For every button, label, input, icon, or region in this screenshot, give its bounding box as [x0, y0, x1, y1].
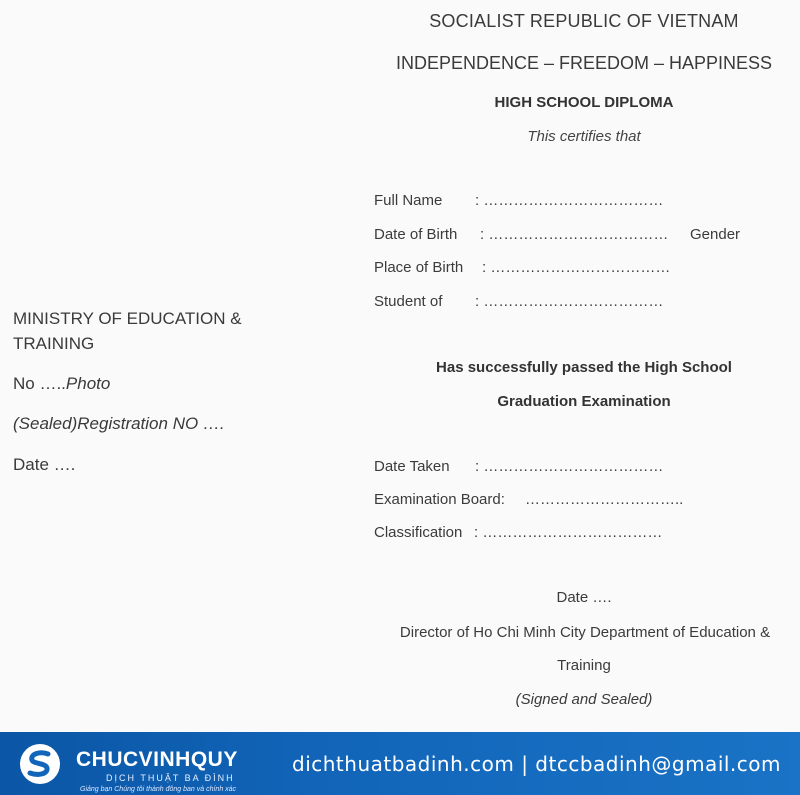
brand-name: CHUCVINHQUY	[76, 748, 238, 771]
classification-label: Classification	[374, 524, 463, 541]
result-line-2: Graduation Examination	[497, 393, 671, 410]
place-of-birth-value: : ………………………………	[482, 259, 671, 276]
student-of-value: : ………………………………	[475, 293, 664, 310]
number-line	[13, 374, 110, 394]
director-line-2: Training	[557, 657, 611, 674]
date-of-birth-value: : ………………………………	[480, 226, 669, 243]
brand-logo	[18, 740, 278, 793]
director-line-1: Director of Ho Chi Minh City Department of Education &	[399, 624, 771, 641]
brand-slogan: Giảng bạn Chúng tôi thành đông ban và chính xác	[80, 786, 237, 793]
ministry-line-1: MINISTRY OF EDUCATION &	[13, 309, 242, 328]
result-line-1: Has successfully passed the High School	[436, 359, 732, 376]
brand-s-icon	[18, 742, 62, 786]
registration-line: (Sealed)Registration NO ….	[13, 414, 225, 433]
number-label: No …..	[13, 374, 66, 393]
student-of-label: Student of	[374, 293, 443, 310]
nation-heading: SOCIALIST REPUBLIC OF VIETNAM	[429, 11, 739, 31]
left-date-line: Date ….	[13, 455, 76, 474]
photo-text: Photo	[65, 374, 111, 393]
examination-board-value: …………………………..	[525, 491, 684, 508]
signed-sealed: (Signed and Sealed)	[515, 691, 653, 708]
footer-banner	[0, 732, 800, 795]
classification-value: : ………………………………	[474, 524, 663, 541]
certifies-text: This certifies that	[527, 128, 641, 145]
signature-date: Date ….	[556, 589, 612, 606]
full-name-label: Full Name	[374, 192, 443, 209]
gender-label: Gender	[690, 226, 741, 243]
diploma-title: HIGH SCHOOL DIPLOMA	[494, 94, 674, 111]
examination-board-label: Examination Board:	[374, 491, 505, 508]
ministry-line-2: TRAINING	[13, 334, 95, 353]
date-of-birth-label: Date of Birth	[374, 226, 458, 243]
brand-subtitle: DỊCH THUẬT BA ĐÌNH	[106, 773, 235, 783]
full-name-value: : ………………………………	[475, 192, 664, 209]
date-taken-value: : ………………………………	[475, 458, 664, 475]
contact-info[interactable]: dichthuatbadinh.com | dtccbadinh@gmail.com	[292, 752, 781, 776]
place-of-birth-label: Place of Birth	[374, 259, 464, 276]
date-taken-label: Date Taken	[374, 458, 450, 475]
motto-heading: INDEPENDENCE – FREEDOM – HAPPINESS	[395, 53, 773, 73]
